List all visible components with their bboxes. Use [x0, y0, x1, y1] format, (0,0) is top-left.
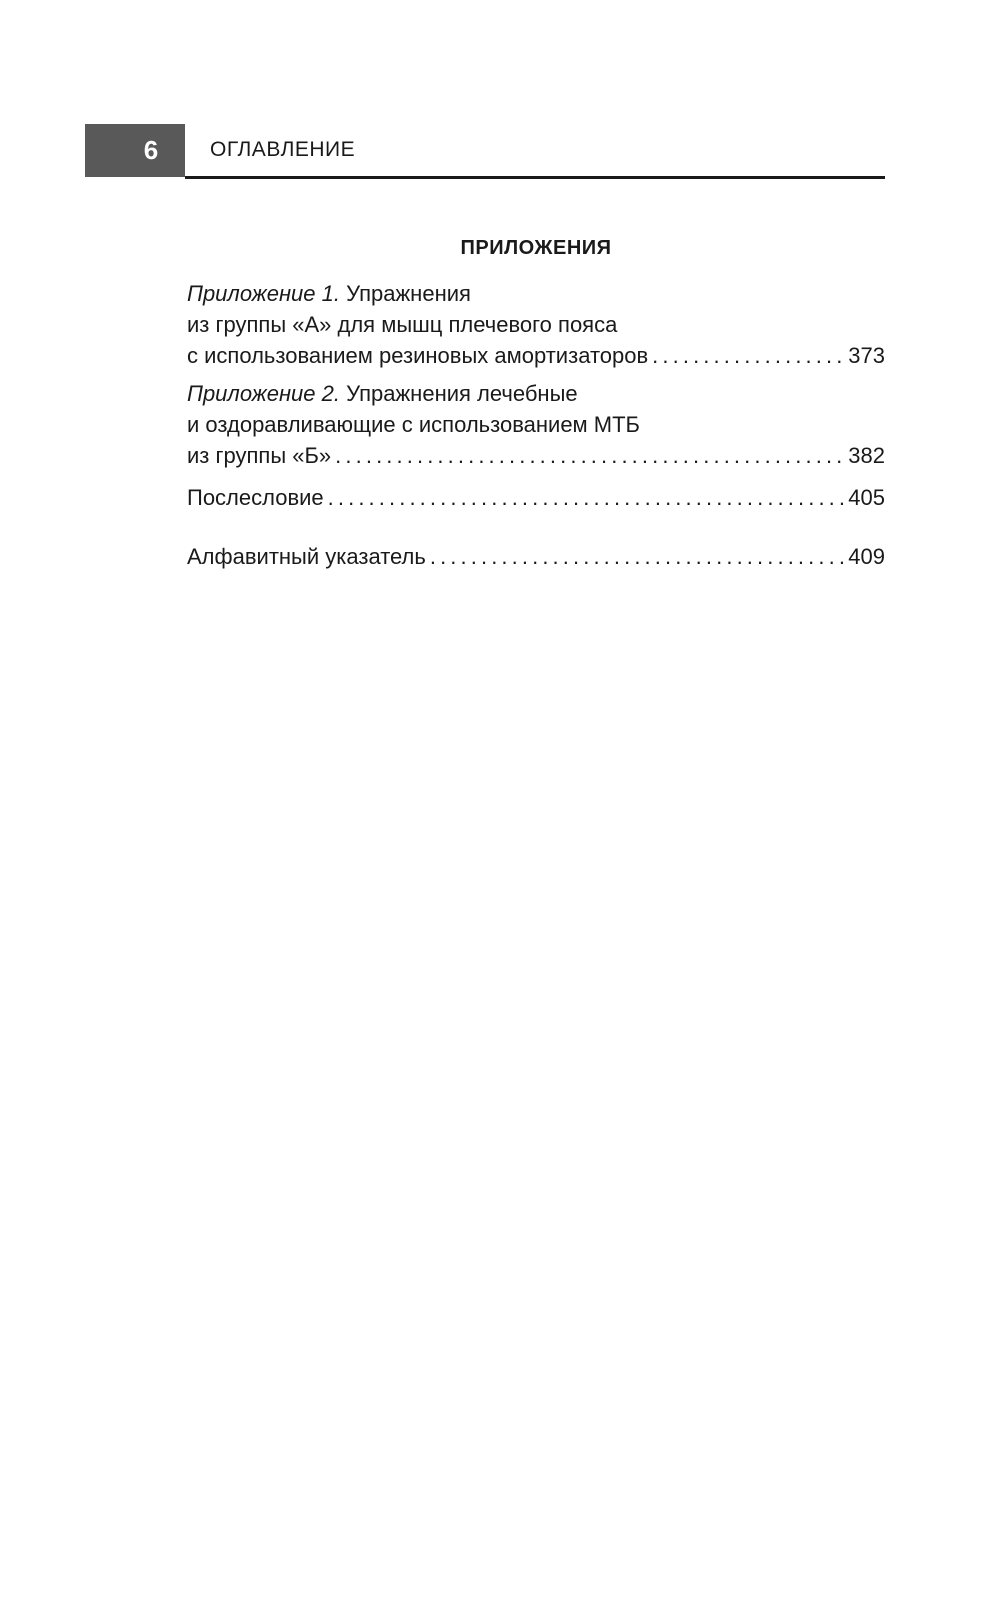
running-title: ОГЛАВЛЕНИЕ: [210, 138, 356, 161]
toc-entry-line: из группы «А» для мышц плечевого пояса: [187, 312, 618, 337]
toc-entry-title: Алфавитный указатель: [187, 544, 426, 569]
toc-entry-last-line: [187, 340, 885, 371]
dot-leader: [652, 340, 844, 371]
header-rule: [185, 176, 885, 179]
toc-entry-appendix-1[interactable]: [187, 278, 885, 371]
toc-entry-last-line: [187, 541, 885, 572]
toc-entry-title: с использованием резиновых амортизаторов: [187, 343, 649, 368]
toc-entry-last-line: [187, 482, 885, 513]
section-heading: ПРИЛОЖЕНИЯ: [460, 237, 612, 259]
toc-entry-index[interactable]: [187, 541, 885, 572]
toc-entry-prefix: Приложение 1.: [187, 281, 340, 306]
toc-page-number: 409: [848, 544, 885, 569]
page-number-box: [85, 124, 185, 177]
table-of-contents: [187, 278, 885, 572]
toc-page-number: 405: [848, 485, 885, 510]
dot-leader: [335, 440, 844, 471]
page-number: 6: [143, 135, 159, 165]
running-header: [85, 124, 885, 180]
toc-entry-title: из группы «Б»: [187, 443, 332, 468]
toc-page-number: 373: [848, 343, 885, 368]
toc-entry-title: Послесловие: [187, 485, 324, 510]
toc-entry-line: и оздоравливающие с использованием МТБ: [187, 412, 640, 437]
toc-entry-appendix-2[interactable]: [187, 378, 885, 471]
dot-leader: [430, 541, 844, 572]
toc-page-number: 382: [848, 443, 885, 468]
toc-entry-last-line: [187, 440, 885, 471]
toc-entry-line: [187, 278, 885, 309]
toc-entry-title: Упражнения лечебные: [339, 381, 578, 406]
toc-entry-line: [187, 378, 885, 409]
toc-entry-title: Упражнения: [339, 281, 471, 306]
toc-entry-afterword[interactable]: [187, 482, 885, 513]
toc-entry-prefix: Приложение 2.: [187, 381, 340, 406]
dot-leader: [328, 482, 845, 513]
